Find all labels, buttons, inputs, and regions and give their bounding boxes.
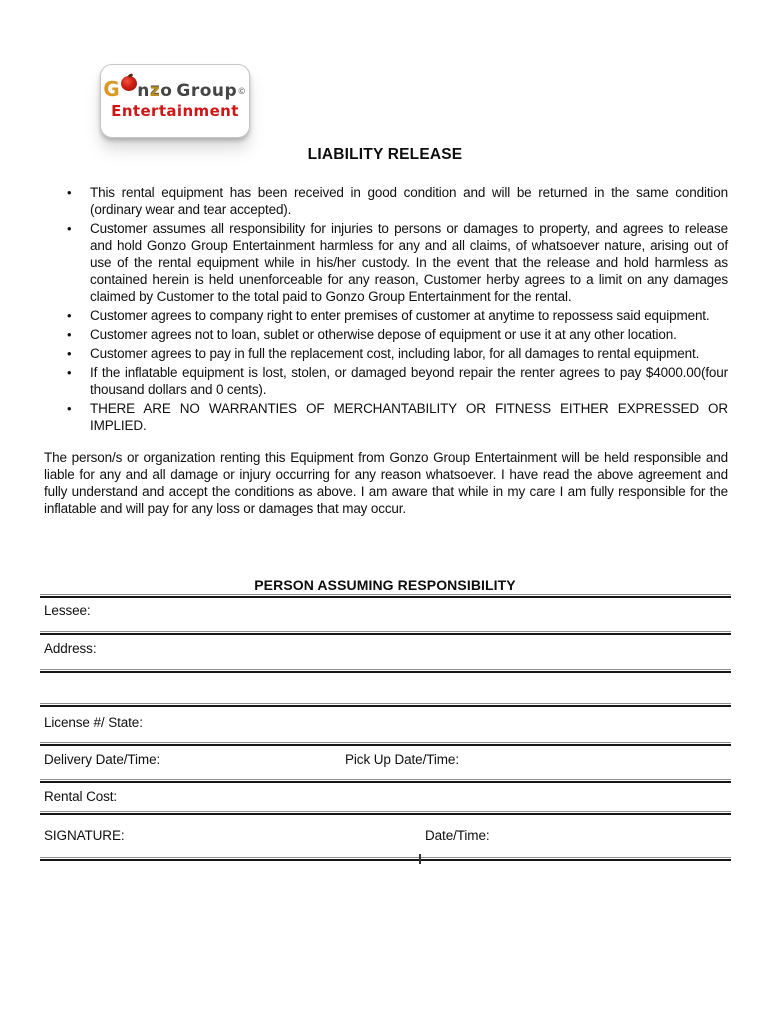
liability-bullet-4: • Customer agrees not to loan, sublet or otherwise depose of equipment or use it at any other location. bbox=[44, 326, 728, 343]
signature-input-area[interactable] bbox=[130, 816, 415, 856]
pickup-datetime-input-area[interactable] bbox=[480, 747, 730, 777]
cell-divider-tick bbox=[419, 854, 421, 864]
liability-bullet-1: • This rental equipment has been received in good condition and will be returned in the same condition (ordinary wear and tear accepted). bbox=[44, 184, 728, 218]
form-section-heading: PERSON ASSUMING RESPONSIBILITY bbox=[254, 577, 516, 593]
form-line-address-1 bbox=[40, 669, 731, 673]
logo-letter-o: o bbox=[160, 81, 173, 101]
signature-datetime-label: Date/Time: bbox=[425, 828, 490, 843]
agreement-paragraph: The person/s or organization renting this Equipment from Gonzo Group Entertainment will be held responsible and liable for any and all damage or injury occurring for any reason whatsoever. I have read the above agreement and fully understand and accept the conditions as above. I am aware that while in my care I am fully responsible for the inflatable and will pay for any loss or damages that may occur. bbox=[44, 450, 728, 516]
logo-letter-n: n bbox=[137, 81, 150, 101]
copyright-symbol: © bbox=[237, 87, 247, 97]
address-input-area-1[interactable] bbox=[115, 636, 730, 668]
form-line-delivery bbox=[40, 779, 731, 783]
liability-bullet-5: • Customer agrees to pay in full the replacement cost, including labor, for all damages to rental equipment. bbox=[44, 345, 728, 362]
logo-word-group: Group bbox=[176, 81, 238, 101]
liability-bullet-6: • If the inflatable equipment is lost, stolen, or damaged beyond repair the renter agrees to pay $4000.00(four thousand dollars and 0 cents). bbox=[44, 364, 728, 398]
liability-bullet-2: • Customer assumes all responsibility for injuries to persons or damages to property, and agrees to release and hold Gonzo Group Entertainment harmless for any and all claims, of whatsoever nature, arising out of use of the rental equipment while in his/her custody. In the event that the release and hold harmless as contained herein is held unenforceable for any reason, Customer herby agrees to a limit on any damages claimed by Customer to the total paid to Gonzo Group Entertainment for the rental. bbox=[44, 220, 728, 305]
form-line-license bbox=[40, 742, 731, 746]
logo-letter-z: z bbox=[149, 81, 161, 101]
address-input-area-2[interactable] bbox=[41, 674, 730, 702]
logo-letter-g: G bbox=[103, 77, 121, 101]
form-line-address-2 bbox=[40, 703, 731, 707]
terms-section bbox=[44, 184, 728, 517]
signature-label: SIGNATURE: bbox=[44, 828, 125, 843]
form-line-signature bbox=[40, 857, 731, 861]
lessee-label: Lessee: bbox=[44, 603, 91, 618]
red-ball-icon bbox=[121, 76, 137, 91]
liability-bullet-7: • THERE ARE NO WARRANTIES OF MERCHANTABILITY OR FITNESS EITHER EXPRESSED OR IMPLIED. bbox=[44, 400, 728, 434]
liability-bullet-3: • Customer agrees to company right to enter premises of customer at anytime to repossess said equipment. bbox=[44, 307, 728, 324]
liability-terms-list bbox=[44, 184, 728, 434]
lessee-input-area[interactable] bbox=[110, 598, 730, 630]
signature-datetime-input-area[interactable] bbox=[500, 816, 730, 856]
form-line-rental bbox=[40, 811, 731, 815]
form-line-lessee bbox=[40, 631, 731, 635]
pickup-datetime-label: Pick Up Date/Time: bbox=[345, 752, 459, 767]
address-label: Address: bbox=[44, 641, 97, 656]
gonzo-group-logo bbox=[100, 64, 250, 138]
rental-cost-input-area[interactable] bbox=[125, 784, 730, 810]
delivery-datetime-label: Delivery Date/Time: bbox=[44, 752, 161, 767]
logo-tagline: Entertainment bbox=[111, 102, 239, 120]
license-state-label: License #/ State: bbox=[44, 715, 143, 730]
license-state-input-area[interactable] bbox=[160, 708, 730, 740]
page-title: LIABILITY RELEASE bbox=[307, 146, 463, 163]
delivery-datetime-input-area[interactable] bbox=[175, 747, 340, 777]
rental-cost-label: Rental Cost: bbox=[44, 789, 118, 804]
logo-wordmark bbox=[101, 76, 249, 101]
